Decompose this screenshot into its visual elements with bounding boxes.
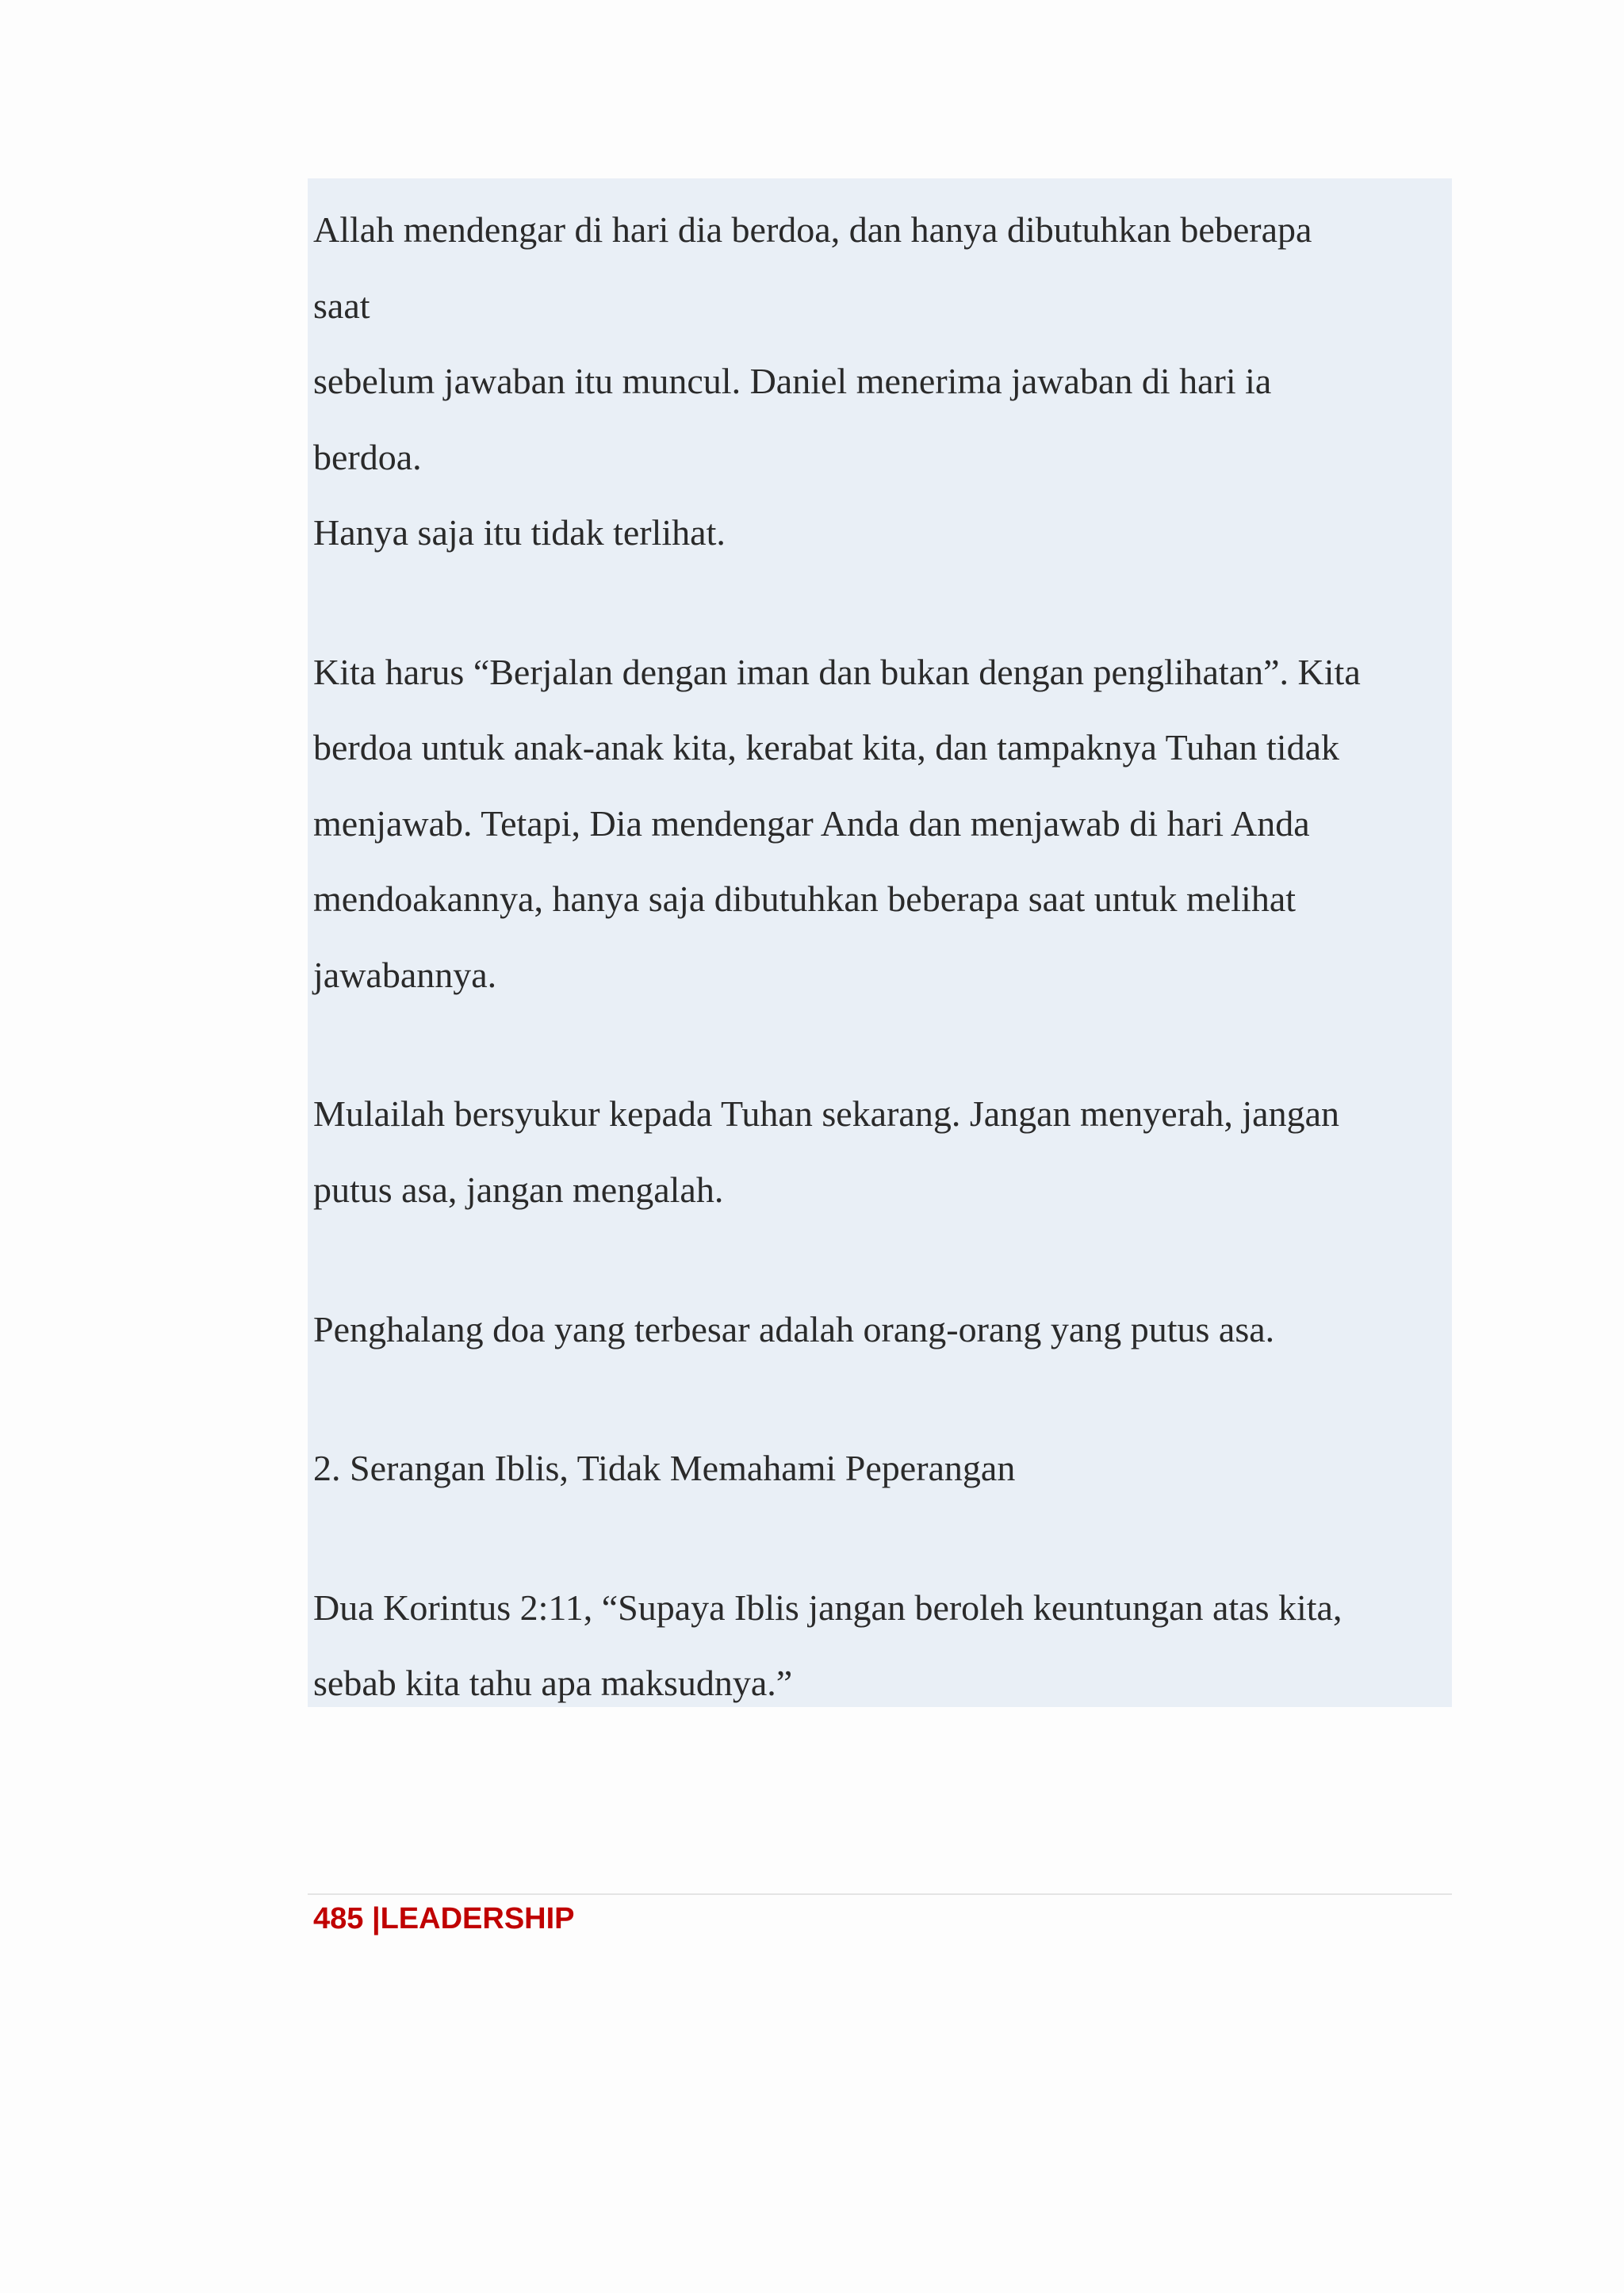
footer-page-label: 485 |LEADERSHIP [313, 1902, 575, 1935]
paragraph-2-line-5: jawabannya. [313, 955, 497, 995]
paragraph-1-line-3: sebelum jawaban itu muncul. Daniel menerima jawaban di hari ia [313, 361, 1272, 401]
paragraph-1-line-2: saat [313, 285, 370, 326]
paragraph-2-line-4: mendoakannya, hanya saja dibutuhkan beberapa saat untuk melihat [313, 879, 1297, 919]
paragraph-1-line-5: Hanya saja itu tidak terlihat. [313, 512, 726, 553]
paragraph-2-line-3: menjawab. Tetapi, Dia mendengar Anda dan menjawab di hari Anda [313, 803, 1310, 844]
paragraph-1-line-4: berdoa. [313, 437, 422, 477]
paragraph-2-line-1: Kita harus “Berjalan dengan iman dan bukan dengan penglihatan”. Kita [313, 652, 1361, 692]
footer-divider [308, 1893, 1452, 1895]
paragraph-2-line-2: berdoa untuk anak-anak kita, kerabat kita, dan tampaknya Tuhan tidak [313, 727, 1339, 768]
paragraph-1-line-1: Allah mendengar di hari dia berdoa, dan hanya dibutuhkan beberapa [313, 209, 1312, 250]
text-block [308, 178, 1452, 1707]
section-heading: 2. Serangan Iblis, Tidak Memahami Peperangan [313, 1448, 1016, 1488]
quote-line-2: sebab kita tahu apa maksudnya.” [313, 1663, 793, 1703]
paragraph-4-line-1: Penghalang doa yang terbesar adalah orang-orang yang putus asa. [313, 1309, 1275, 1349]
quote-line-1: Dua Korintus 2:11, “Supaya Iblis jangan beroleh keuntungan atas kita, [313, 1587, 1342, 1628]
paragraph-3-line-1: Mulailah bersyukur kepada Tuhan sekarang. Jangan menyerah, jangan [313, 1093, 1340, 1134]
paragraph-3-line-2: putus asa, jangan mengalah. [313, 1169, 724, 1210]
